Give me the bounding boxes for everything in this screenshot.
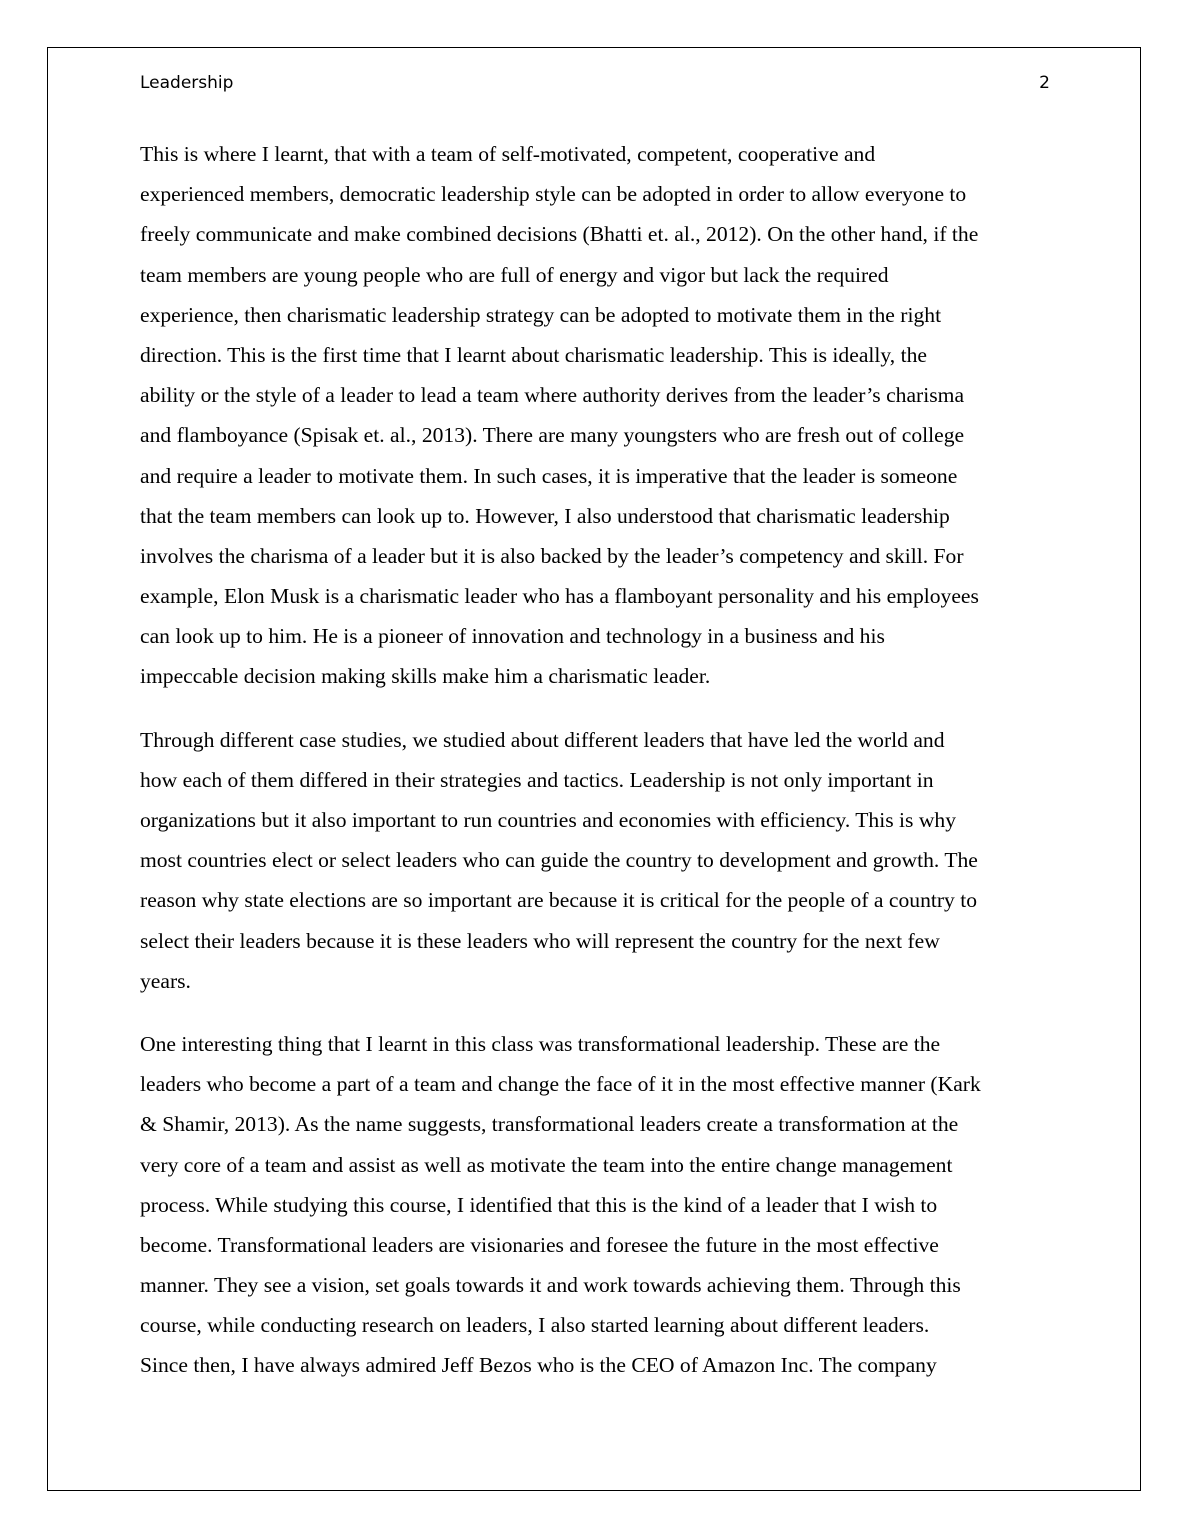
document-body — [140, 134, 1054, 1409]
text-line: impeccable decision making skills make him a charismatic leader. — [140, 664, 711, 689]
paragraph-3 — [140, 1024, 1054, 1386]
text-line: experience, then charismatic leadership strategy can be adopted to motivate them in the right — [140, 302, 942, 327]
text-line: ability or the style of a leader to lead a team where authority derives from the leader’s charisma — [140, 383, 965, 408]
text-line: Since then, I have always admired Jeff Bezos who is the CEO of Amazon Inc. The company — [140, 1353, 937, 1378]
text-line: and flamboyance (Spisak et. al., 2013). There are many youngsters who are fresh out of college — [140, 423, 965, 448]
text-line: & Shamir, 2013). As the name suggests, transformational leaders create a transformation at the — [140, 1112, 959, 1137]
text-line: manner. They see a vision, set goals towards it and work towards achieving them. Through this — [140, 1273, 961, 1298]
text-line: course, while conducting research on leaders, I also started learning about different leaders. — [140, 1313, 930, 1338]
paragraph-2 — [140, 720, 1054, 1001]
text-line: freely communicate and make combined decisions (Bhatti et. al., 2012). On the other hand, if the — [140, 222, 979, 247]
running-header-title: Leadership — [140, 73, 234, 93]
text-line: reason why state elections are so important are because it is critical for the people of a country to — [140, 888, 978, 913]
text-line: involves the charisma of a leader but it is also backed by the leader’s competency and skill. For — [140, 543, 964, 568]
text-line: direction. This is the first time that I learnt about charismatic leadership. This is ideally, the — [140, 342, 927, 367]
text-line: and require a leader to motivate them. In such cases, it is imperative that the leader is someone — [140, 463, 958, 488]
text-line: example, Elon Musk is a charismatic leader who has a flamboyant personality and his employees — [140, 584, 979, 609]
text-line: Through different case studies, we studied about different leaders that have led the world and — [140, 727, 945, 752]
text-line: team members are young people who are full of energy and vigor but lack the required — [140, 262, 889, 287]
text-line: One interesting thing that I learnt in this class was transformational leadership. These are the — [140, 1031, 941, 1056]
page-number: 2 — [1039, 73, 1050, 93]
text-line: how each of them differed in their strategies and tactics. Leadership is not only important in — [140, 767, 934, 792]
text-line: select their leaders because it is these leaders who will represent the country for the next few — [140, 928, 940, 953]
text-line: years. — [140, 968, 191, 993]
text-line: that the team members can look up to. However, I also understood that charismatic leadership — [140, 503, 950, 528]
paragraph-1 — [140, 134, 1054, 697]
text-line: organizations but it also important to run countries and economies with efficiency. This is why — [140, 808, 957, 832]
text-line: most countries elect or select leaders who can guide the country to development and growth. The — [140, 848, 978, 873]
text-line: can look up to him. He is a pioneer of innovation and technology in a business and his — [140, 624, 885, 649]
text-line: experienced members, democratic leadership style can be adopted in order to allow everyone to — [140, 182, 967, 207]
text-line: very core of a team and assist as well as motivate the team into the entire change management — [140, 1152, 953, 1177]
text-line: become. Transformational leaders are visionaries and foresee the future in the most effective — [140, 1232, 939, 1257]
text-line: This is where I learnt, that with a team of self-motivated, competent, cooperative and — [140, 142, 876, 166]
text-line: process. While studying this course, I identified that this is the kind of a leader that I wish to — [140, 1192, 938, 1217]
text-line: leaders who become a part of a team and change the face of it in the most effective manner (Kark — [140, 1072, 981, 1097]
